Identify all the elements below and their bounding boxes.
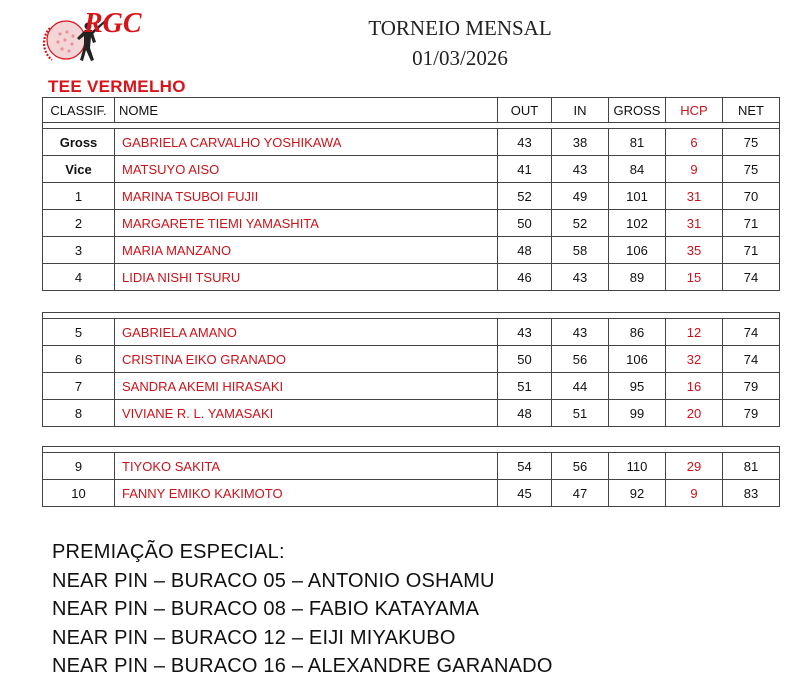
- cell-out: 43: [498, 129, 552, 156]
- cell-hcp: 20: [666, 400, 723, 427]
- header-net: NET: [723, 98, 780, 123]
- cell-in: 43: [552, 156, 609, 183]
- table-row: [43, 183, 780, 210]
- group-2-rows: [43, 319, 780, 427]
- cell-in: 56: [552, 453, 609, 480]
- cell-nome: CRISTINA EIKO GRANADO: [115, 346, 498, 373]
- cell-net: 71: [723, 210, 780, 237]
- cell-out: 46: [498, 264, 552, 291]
- special-prize-item: NEAR PIN – BURACO 08 – FABIO KATAYAMA: [52, 598, 480, 620]
- logo-text: RGC: [84, 8, 142, 39]
- cell-out: 43: [498, 319, 552, 346]
- ranking-table-group-3: [42, 446, 780, 507]
- cell-in: 38: [552, 129, 609, 156]
- table-row: [43, 346, 780, 373]
- header-in: IN: [552, 98, 609, 123]
- cell-gross: 110: [609, 453, 666, 480]
- cell-in: 44: [552, 373, 609, 400]
- cell-gross: 106: [609, 346, 666, 373]
- cell-nome: LIDIA NISHI TSURU: [115, 264, 498, 291]
- cell-hcp: 16: [666, 373, 723, 400]
- special-prize-item: NEAR PIN – BURACO 05 – ANTONIO OSHAMU: [52, 569, 495, 592]
- header-hcp: HCP: [666, 98, 723, 123]
- cell-in: 47: [552, 480, 609, 507]
- cell-in: 43: [552, 319, 609, 346]
- cell-nome: MARGARETE TIEMI YAMASHITA: [115, 210, 498, 237]
- table-row: [43, 400, 780, 427]
- cell-out: 41: [498, 156, 552, 183]
- cell-hcp: 15: [666, 264, 723, 291]
- group-3-rows: [43, 453, 780, 507]
- cell-hcp: 12: [666, 319, 723, 346]
- cell-net: 70: [723, 183, 780, 210]
- cell-out: 50: [498, 210, 552, 237]
- cell-net: 71: [723, 237, 780, 264]
- cell-classif: 2: [43, 210, 115, 237]
- special-prize-item: NEAR PIN – BURACO 16 – ALEXANDRE GARANADO: [52, 655, 553, 677]
- cell-hcp: 9: [666, 480, 723, 507]
- table-row: [43, 480, 780, 507]
- cell-net: 74: [723, 319, 780, 346]
- cell-gross: 81: [609, 129, 666, 156]
- cell-hcp: 29: [666, 453, 723, 480]
- cell-out: 51: [498, 373, 552, 400]
- cell-classif: 10: [43, 480, 115, 507]
- table-row: [43, 210, 780, 237]
- cell-classif: 9: [43, 453, 115, 480]
- table-row: [43, 129, 780, 156]
- cell-gross: 102: [609, 210, 666, 237]
- cell-classif: 7: [43, 373, 115, 400]
- cell-nome: GABRIELA AMANO: [115, 319, 498, 346]
- cell-gross: 89: [609, 264, 666, 291]
- cell-nome: MARIA MANZANO: [115, 237, 498, 264]
- cell-hcp: 35: [666, 237, 723, 264]
- cell-net: 74: [723, 264, 780, 291]
- cell-out: 52: [498, 183, 552, 210]
- cell-net: 79: [723, 373, 780, 400]
- table-row: [43, 237, 780, 264]
- cell-classif: 1: [43, 183, 115, 210]
- header-classif: CLASSIF.: [43, 98, 115, 123]
- header-nome: NOME: [115, 98, 498, 123]
- cell-nome: VIVIANE R. L. YAMASAKI: [115, 400, 498, 427]
- cell-classif: 3: [43, 237, 115, 264]
- cell-net: 83: [723, 480, 780, 507]
- cell-nome: TIYOKO SAKITA: [115, 453, 498, 480]
- cell-gross: 86: [609, 319, 666, 346]
- cell-classif: Gross: [43, 129, 115, 156]
- cell-hcp: 32: [666, 346, 723, 373]
- cell-classif: 4: [43, 264, 115, 291]
- table-row: [43, 373, 780, 400]
- special-prizes-title: PREMIAÇÃO ESPECIAL:: [52, 541, 285, 563]
- cell-classif: Vice: [43, 156, 115, 183]
- cell-nome: FANNY EMIKO KAKIMOTO: [115, 480, 498, 507]
- cell-nome: MARINA TSUBOI FUJII: [115, 183, 498, 210]
- table-row: [43, 319, 780, 346]
- special-prizes: [52, 538, 553, 681]
- cell-in: 43: [552, 264, 609, 291]
- cell-out: 45: [498, 480, 552, 507]
- cell-net: 81: [723, 453, 780, 480]
- cell-net: 75: [723, 156, 780, 183]
- cell-hcp: 6: [666, 129, 723, 156]
- cell-hcp: 9: [666, 156, 723, 183]
- cell-in: 51: [552, 400, 609, 427]
- cell-net: 74: [723, 346, 780, 373]
- cell-gross: 95: [609, 373, 666, 400]
- cell-net: 75: [723, 129, 780, 156]
- cell-hcp: 31: [666, 210, 723, 237]
- cell-out: 54: [498, 453, 552, 480]
- cell-in: 52: [552, 210, 609, 237]
- cell-out: 48: [498, 237, 552, 264]
- group-1-rows: [43, 129, 780, 291]
- cell-in: 56: [552, 346, 609, 373]
- ranking-table-group-2: [42, 312, 780, 427]
- cell-nome: MATSUYO AISO: [115, 156, 498, 183]
- header-gross: GROSS: [609, 98, 666, 123]
- cell-nome: GABRIELA CARVALHO YOSHIKAWA: [115, 129, 498, 156]
- table-row: [43, 264, 780, 291]
- cell-gross: 99: [609, 400, 666, 427]
- table-row: [43, 156, 780, 183]
- ranking-table-group-1: [42, 97, 780, 291]
- table-row: [43, 453, 780, 480]
- table-header-row: [43, 98, 780, 123]
- cell-gross: 101: [609, 183, 666, 210]
- cell-net: 79: [723, 400, 780, 427]
- cell-in: 58: [552, 237, 609, 264]
- cell-out: 48: [498, 400, 552, 427]
- header-out: OUT: [498, 98, 552, 123]
- cell-classif: 6: [43, 346, 115, 373]
- club-logo: [36, 4, 146, 74]
- cell-gross: 92: [609, 480, 666, 507]
- cell-gross: 106: [609, 237, 666, 264]
- tee-label: TEE VERMELHO: [48, 77, 186, 96]
- cell-hcp: 31: [666, 183, 723, 210]
- cell-classif: 8: [43, 400, 115, 427]
- cell-gross: 84: [609, 156, 666, 183]
- cell-nome: SANDRA AKEMI HIRASAKI: [115, 373, 498, 400]
- cell-classif: 5: [43, 319, 115, 346]
- special-prize-item: NEAR PIN – BURACO 12 – EIJI MIYAKUBO: [52, 626, 456, 649]
- tournament-date: 01/03/2026: [412, 46, 508, 70]
- cell-out: 50: [498, 346, 552, 373]
- cell-in: 49: [552, 183, 609, 210]
- page-title: TORNEIO MENSAL: [368, 16, 552, 40]
